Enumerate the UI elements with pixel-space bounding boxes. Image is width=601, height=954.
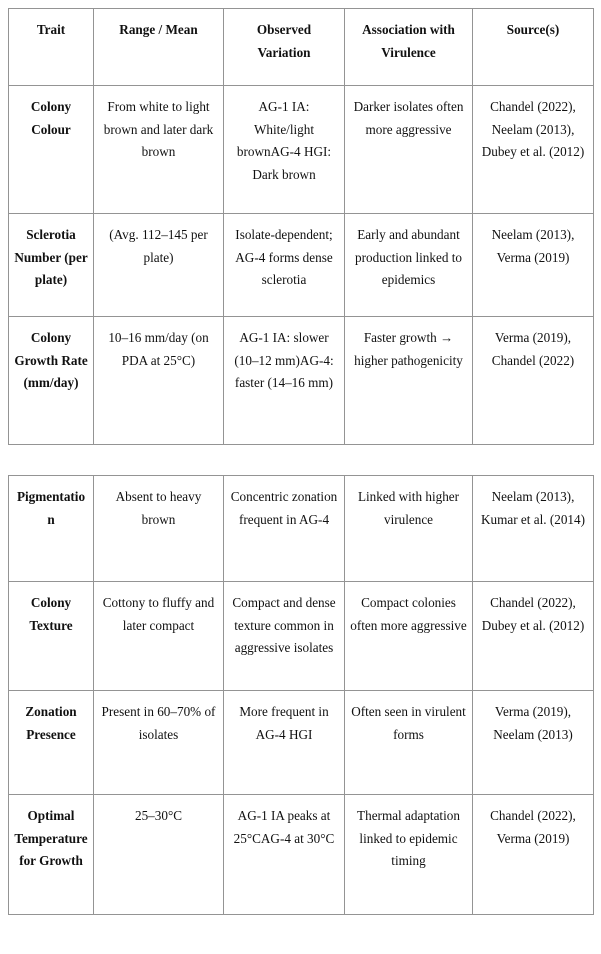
cell-sources: Neelam (2013), Kumar et al. (2014) [473, 476, 594, 582]
cell-range-mean: 25–30°C [94, 795, 224, 915]
column-header-observed-variation: Observed Variation [224, 9, 345, 86]
trait-table-secondary [8, 475, 594, 915]
cell-sources: Chandel (2022), Dubey et al. (2012) [473, 582, 594, 691]
cell-range-mean: Absent to heavy brown [94, 476, 224, 582]
column-header-association-with-virulence: Association with Virulence [345, 9, 473, 86]
column-header-trait: Trait [9, 9, 94, 86]
cell-association: Often seen in virulent forms [345, 691, 473, 795]
cell-range-mean: (Avg. 112–145 per plate) [94, 214, 224, 317]
table-row [9, 795, 594, 915]
cell-sources: Verma (2019), Chandel (2022) [473, 317, 594, 445]
table-row [9, 317, 594, 445]
cell-association: Thermal adaptation linked to epidemic timing [345, 795, 473, 915]
cell-observed-variation: Compact and dense texture common in aggressive isolates [224, 582, 345, 691]
column-header-sources: Source(s) [473, 9, 594, 86]
cell-sources: Verma (2019), Neelam (2013) [473, 691, 594, 795]
cell-trait: Optimal Temperature for Growth [9, 795, 94, 915]
cell-sources: Chandel (2022), Verma (2019) [473, 795, 594, 915]
cell-trait: Sclerotia Number (per plate) [9, 214, 94, 317]
cell-range-mean: Cottony to fluffy and later compact [94, 582, 224, 691]
table-row [9, 691, 594, 795]
cell-sources: Chandel (2022), Neelam (2013), Dubey et al. (2012) [473, 86, 594, 214]
cell-observed-variation: AG-1 IA peaks at 25°CAG-4 at 30°C [224, 795, 345, 915]
cell-trait: Colony Texture [9, 582, 94, 691]
cell-trait: Colony Growth Rate (mm/day) [9, 317, 94, 445]
table-row [9, 582, 594, 691]
cell-range-mean: 10–16 mm/day (on PDA at 25°C) [94, 317, 224, 445]
table-row [9, 476, 594, 582]
cell-range-mean: From white to light brown and later dark brown [94, 86, 224, 214]
table-header-row [9, 9, 594, 86]
cell-trait: Pigmentation [9, 476, 94, 582]
cell-trait: Colony Colour [9, 86, 94, 214]
cell-observed-variation: More frequent in AG-4 HGI [224, 691, 345, 795]
table-row [9, 86, 594, 214]
cell-observed-variation: AG-1 IA: White/light brownAG-4 HGI: Dark brown [224, 86, 345, 214]
table-row [9, 214, 594, 317]
cell-trait: Zonation Presence [9, 691, 94, 795]
table-separator-gap [8, 445, 593, 475]
cell-association: Darker isolates often more aggressive [345, 86, 473, 214]
cell-association: Early and abundant production linked to epidemics [345, 214, 473, 317]
column-header-range-mean: Range / Mean [94, 9, 224, 86]
cell-association: Faster growth → higher pathogenicity [345, 317, 473, 445]
cell-association: Compact colonies often more aggressive [345, 582, 473, 691]
cell-range-mean: Present in 60–70% of isolates [94, 691, 224, 795]
cell-sources: Neelam (2013), Verma (2019) [473, 214, 594, 317]
cell-association: Linked with higher virulence [345, 476, 473, 582]
cell-observed-variation: Isolate-dependent; AG-4 forms dense sclerotia [224, 214, 345, 317]
cell-observed-variation: Concentric zonation frequent in AG-4 [224, 476, 345, 582]
cell-observed-variation: AG-1 IA: slower (10–12 mm)AG-4: faster (14–16 mm) [224, 317, 345, 445]
trait-table-primary [8, 8, 594, 445]
